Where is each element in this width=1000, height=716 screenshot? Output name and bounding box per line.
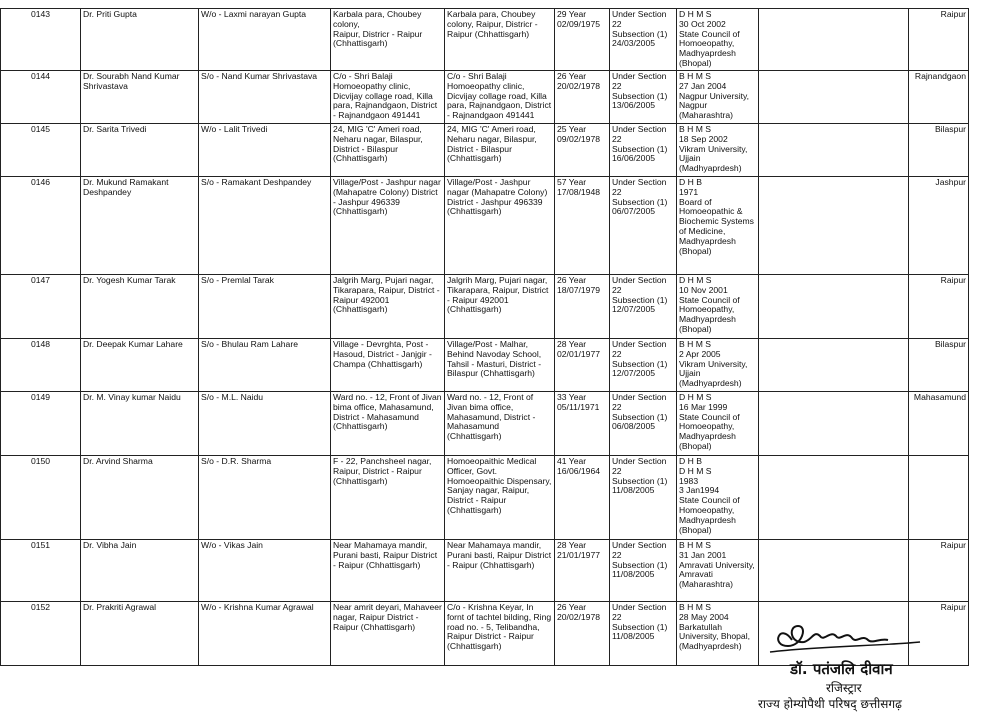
registration-section-cell: Under Section 22 Subsection (1) 06/07/2005 <box>610 177 677 275</box>
table-row <box>1 275 969 339</box>
permanent-address-cell: Village - Devrghta, Post - Hasoud, District - Janjgir - Champa (Chhattisgarh) <box>331 339 445 392</box>
qualification-cell: D H M S 10 Nov 2001 State Council of Homoeopathy, Madhyaprdesh (Bhopal) <box>677 275 759 339</box>
present-address-cell: Village/Post - Jashpur nagar (Mahapatre Colony) District - Jashpur 496339 (Chhattisgarh) <box>445 177 555 275</box>
blank-cell <box>759 275 909 339</box>
present-address-cell: Homoeopaithic Medical Officer, Govt. Homoeopaithic Dispensary, Sanjay nagar, Raipur, District - Raipur (Chhattisgarh) <box>445 456 555 540</box>
present-address-cell: Jalgrih Marg, Pujari nagar, Tikarapara, Raipur, District - Raipur 492001 (Chhattisgarh) <box>445 275 555 339</box>
district-cell: Raipur <box>909 275 969 339</box>
age-dob-cell: 33 Year 05/11/1971 <box>555 392 610 456</box>
relation-cell: S/o - Nand Kumar Shrivastava <box>199 71 331 124</box>
name-cell: Dr. Deepak Kumar Lahare <box>81 339 199 392</box>
present-address-cell: Near Mahamaya mandir, Purani basti, Raipur District - Raipur (Chhattisgarh) <box>445 540 555 602</box>
sr-no-cell: 0144 <box>1 71 81 124</box>
district-cell: Raipur <box>909 9 969 71</box>
table-body <box>1 9 969 666</box>
present-address-cell: Village/Post - Malhar, Behind Navoday School, Tahsil - Masturi, District - Bilaspur (Chhattisgarh) <box>445 339 555 392</box>
relation-cell: W/o - Vikas Jain <box>199 540 331 602</box>
qualification-cell: B H M S 27 Jan 2004 Nagpur University, Nagpur (Maharashtra) <box>677 71 759 124</box>
qualification-cell: B H M S 2 Apr 2005 Vikram University, Ujjain (Madhyaprdesh) <box>677 339 759 392</box>
permanent-address-cell: Ward no. - 12, Front of Jivan bima office, Mahasamund, District - Mahasamund (Chhattisgarh) <box>331 392 445 456</box>
sr-no-cell: 0146 <box>1 177 81 275</box>
district-cell: Jashpur <box>909 177 969 275</box>
blank-cell <box>759 71 909 124</box>
sr-no-cell: 0152 <box>1 602 81 666</box>
registration-section-cell: Under Section 22 Subsection (1) 24/03/2005 <box>610 9 677 71</box>
registration-section-cell: Under Section 22 Subsection (1) 16/06/2005 <box>610 124 677 177</box>
permanent-address-cell: F - 22, Panchsheel nagar, Raipur, District - Raipur (Chhattisgarh) <box>331 456 445 540</box>
registration-section-cell: Under Section 22 Subsection (1) 11/08/2005 <box>610 456 677 540</box>
permanent-address-cell: Near amrit deyari, Mahaveer nagar, Raipur District - Raipur (Chhattisgarh) <box>331 602 445 666</box>
relation-cell: S/o - M.L. Naidu <box>199 392 331 456</box>
table-row <box>1 9 969 71</box>
name-cell: Dr. Priti Gupta <box>81 9 199 71</box>
table-row <box>1 177 969 275</box>
name-cell: Dr. Yogesh Kumar Tarak <box>81 275 199 339</box>
relation-cell: S/o - Bhulau Ram Lahare <box>199 339 331 392</box>
sr-no-cell: 0149 <box>1 392 81 456</box>
name-cell: Dr. M. Vinay kumar Naidu <box>81 392 199 456</box>
table-row <box>1 392 969 456</box>
table-row <box>1 456 969 540</box>
name-cell: Dr. Arvind Sharma <box>81 456 199 540</box>
registration-section-cell: Under Section 22 Subsection (1) 11/08/2005 <box>610 602 677 666</box>
district-cell: Raipur <box>909 540 969 602</box>
permanent-address-cell: Near Mahamaya mandir, Purani basti, Raipur District - Raipur (Chhattisgarh) <box>331 540 445 602</box>
registration-table <box>0 8 969 666</box>
sr-no-cell: 0145 <box>1 124 81 177</box>
registration-section-cell: Under Section 22 Subsection (1) 13/06/2005 <box>610 71 677 124</box>
present-address-cell: C/o - Krishna Keyar, In fornt of tachtel bilding, Ring road no. - 5, Telibandha, Raipur District - Raipur (Chhattisgarh) <box>445 602 555 666</box>
age-dob-cell: 28 Year 02/01/1977 <box>555 339 610 392</box>
qualification-cell: D H B D H M S 1983 3 Jan1994 State Council of Homoeopathy, Madhyaprdesh (Bhopal) <box>677 456 759 540</box>
relation-cell: S/o - Premlal Tarak <box>199 275 331 339</box>
district-cell: Raipur <box>909 602 969 666</box>
district-cell: Bilaspur <box>909 339 969 392</box>
blank-cell <box>759 339 909 392</box>
registration-section-cell: Under Section 22 Subsection (1) 06/08/2005 <box>610 392 677 456</box>
signature-name: डॉ. पतंजलि दीवान <box>790 660 893 678</box>
age-dob-cell: 26 Year 20/02/1978 <box>555 71 610 124</box>
relation-cell: W/o - Laxmi narayan Gupta <box>199 9 331 71</box>
relation-cell: S/o - Ramakant Deshpandey <box>199 177 331 275</box>
qualification-cell: B H M S 31 Jan 2001 Amravati University, Amravati (Maharashtra) <box>677 540 759 602</box>
table-row <box>1 124 969 177</box>
permanent-address-cell: C/o - Shri Balaji Homoeopathy clinic, Dicvijay collage road, Killa para, Rajnandgaon, District - Rajnandgaon 491441 <box>331 71 445 124</box>
sr-no-cell: 0147 <box>1 275 81 339</box>
permanent-address-cell: Karbala para, Choubey colony, Raipur, Districr - Raipur (Chhattisgarh) <box>331 9 445 71</box>
blank-cell <box>759 177 909 275</box>
blank-cell <box>759 9 909 71</box>
age-dob-cell: 41 Year 16/06/1964 <box>555 456 610 540</box>
name-cell: Dr. Sourabh Nand Kumar Shrivastava <box>81 71 199 124</box>
name-cell: Dr. Mukund Ramakant Deshpandey <box>81 177 199 275</box>
qualification-cell: D H M S 30 Oct 2002 State Council of Homoeopathy, Madhyaprdesh (Bhopal) <box>677 9 759 71</box>
table-row <box>1 71 969 124</box>
registration-section-cell: Under Section 22 Subsection (1) 12/07/2005 <box>610 275 677 339</box>
relation-cell: W/o - Lalit Trivedi <box>199 124 331 177</box>
permanent-address-cell: Jalgrih Marg, Pujari nagar, Tikarapara, Raipur, District - Raipur 492001 (Chhattisgarh) <box>331 275 445 339</box>
registration-section-cell: Under Section 22 Subsection (1) 12/07/2005 <box>610 339 677 392</box>
present-address-cell: C/o - Shri Balaji Homoeopathy clinic, Dicvijay collage road, Killa para, Rajnandgaon, District - Rajnandgaon 491441 <box>445 71 555 124</box>
permanent-address-cell: Village/Post - Jashpur nagar (Mahapatre Colony) District - Jashpur 496339 (Chhattisgarh) <box>331 177 445 275</box>
age-dob-cell: 28 Year 21/01/1977 <box>555 540 610 602</box>
blank-cell <box>759 124 909 177</box>
present-address-cell: Ward no. - 12, Front of Jivan bima office, Mahasamund, District - Mahasamund (Chhattisgarh) <box>445 392 555 456</box>
permanent-address-cell: 24, MIG 'C' Ameri road, Neharu nagar, Bilaspur, District - Bilaspur (Chhattisgarh) <box>331 124 445 177</box>
relation-cell: S/o - D.R. Sharma <box>199 456 331 540</box>
table-row <box>1 339 969 392</box>
district-cell <box>909 456 969 540</box>
present-address-cell: 24, MIG 'C' Ameri road, Neharu nagar, Bilaspur, District - Bilaspur (Chhattisgarh) <box>445 124 555 177</box>
district-cell: Rajnandgaon <box>909 71 969 124</box>
relation-cell: W/o - Krishna Kumar Agrawal <box>199 602 331 666</box>
sr-no-cell: 0150 <box>1 456 81 540</box>
table-row <box>1 540 969 602</box>
qualification-cell: B H M S 28 May 2004 Barkatullah University, Bhopal, (Madhyaprdesh) <box>677 602 759 666</box>
signature-title: रजिस्ट्रार <box>826 681 862 695</box>
present-address-cell: Karbala para, Choubey colony, Raipur, Districr - Raipur (Chhattisgarh) <box>445 9 555 71</box>
registration-section-cell: Under Section 22 Subsection (1) 11/08/2005 <box>610 540 677 602</box>
qualification-cell: B H M S 18 Sep 2002 Vikram University, Ujjain (Madhyaprdesh) <box>677 124 759 177</box>
name-cell: Dr. Vibha Jain <box>81 540 199 602</box>
blank-cell <box>759 456 909 540</box>
district-cell: Mahasamund <box>909 392 969 456</box>
name-cell: Dr. Prakriti Agrawal <box>81 602 199 666</box>
qualification-cell: D H B 1971 Board of Homoeopathic & Biochemic Systems of Medicine, Madhyaprdesh (Bhopal) <box>677 177 759 275</box>
qualification-cell: D H M S 16 Mar 1999 State Council of Homoeopathy, Madhyaprdesh (Bhopal) <box>677 392 759 456</box>
district-cell: Bilaspur <box>909 124 969 177</box>
name-cell: Dr. Sarita Trivedi <box>81 124 199 177</box>
blank-cell <box>759 540 909 602</box>
age-dob-cell: 57 Year 17/08/1948 <box>555 177 610 275</box>
blank-cell <box>759 392 909 456</box>
age-dob-cell: 29 Year 02/09/1975 <box>555 9 610 71</box>
signature-council: राज्य होम्योपैथी परिषद् छत्तीसगढ़ <box>758 697 902 711</box>
sr-no-cell: 0148 <box>1 339 81 392</box>
sr-no-cell: 0151 <box>1 540 81 602</box>
age-dob-cell: 25 Year 09/02/1978 <box>555 124 610 177</box>
age-dob-cell: 26 Year 18/07/1979 <box>555 275 610 339</box>
age-dob-cell: 26 Year 20/02/1978 <box>555 602 610 666</box>
sr-no-cell: 0143 <box>1 9 81 71</box>
